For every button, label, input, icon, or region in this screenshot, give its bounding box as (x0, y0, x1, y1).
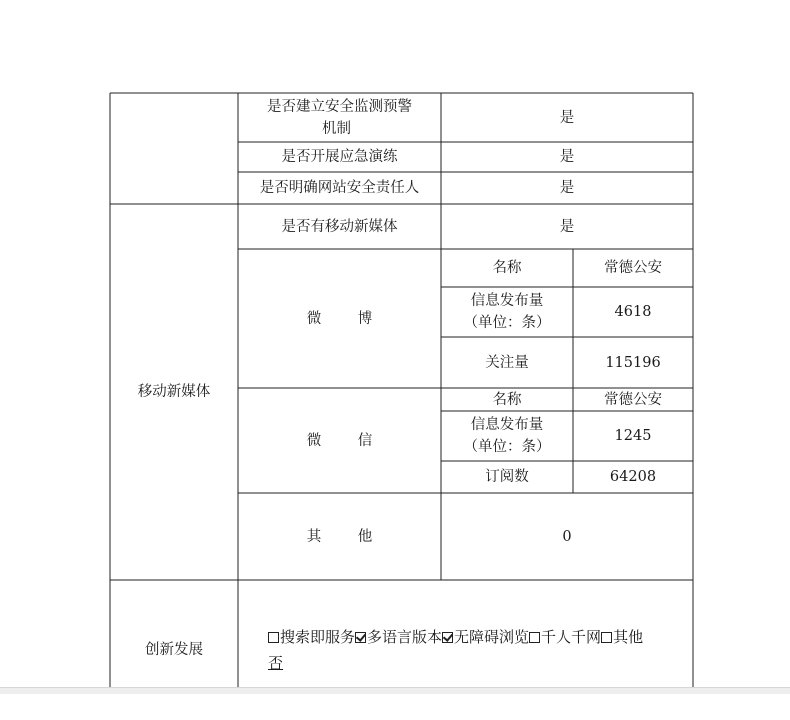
weibo-posts-label (441, 287, 573, 337)
innovation-option-label: 千人千网 (541, 628, 602, 646)
weibo-posts-value: 4618 (614, 304, 652, 320)
innovation-option[interactable] (355, 628, 442, 646)
wechat-name-value: 常德公安 (604, 391, 662, 408)
innovation-option[interactable] (442, 628, 529, 646)
wechat-name-label: 名称 (492, 391, 522, 408)
innovation-option[interactable] (601, 628, 643, 646)
weibo-name-label: 名称 (492, 260, 522, 276)
monitoring-label-line2: 机制 (322, 120, 351, 137)
wechat-subscribers-value: 64208 (609, 469, 657, 485)
drill-label: 是否开展应急演练 (281, 149, 398, 165)
other-media-label: 其 他 (306, 528, 389, 545)
innovation-option-label: 多语言版本 (367, 628, 443, 646)
innovation-option-label: 其他 (613, 628, 644, 646)
weibo-followers-label: 关注量 (485, 354, 529, 371)
weibo-name-value: 常德公安 (604, 260, 662, 276)
wechat-subscribers-label: 订阅数 (485, 469, 529, 485)
monitoring-label-line1: 是否建立安全监测预警 (267, 98, 412, 115)
innovation-option[interactable] (529, 628, 601, 646)
innovation-option[interactable] (268, 628, 355, 646)
weibo-posts-unit: （单位：条） (463, 315, 551, 331)
innovation-option-label: 搜索即服务 (280, 628, 356, 646)
wechat-posts-label (441, 411, 573, 461)
innovation-section-label: 创新发展 (145, 642, 203, 658)
checkbox-icon[interactable] (601, 632, 612, 643)
weibo-posts-label-text: 信息发布量 (470, 293, 544, 309)
weibo-label: 微 博 (306, 310, 389, 327)
checkbox-icon[interactable] (268, 632, 279, 643)
wechat-posts-label-text: 信息发布量 (470, 417, 544, 433)
responsible-label: 是否明确网站安全责任人 (259, 180, 420, 196)
innovation-other-value: 否 (268, 654, 284, 672)
has-mobile-media-label: 是否有移动新媒体 (281, 218, 398, 235)
checked-checkbox-icon[interactable] (355, 632, 366, 643)
wechat-posts-unit: （单位：条） (463, 439, 551, 455)
wechat-label: 微 信 (306, 432, 389, 449)
other-media-value: 0 (562, 528, 572, 545)
weibo-followers-value: 115196 (605, 354, 661, 371)
innovation-option-list (268, 628, 643, 646)
innovation-options (268, 624, 688, 676)
innovation-option-label: 无障碍浏览 (454, 628, 530, 646)
responsible-value: 是 (559, 180, 575, 196)
monitoring-value: 是 (559, 109, 575, 126)
has-mobile-media-value: 是 (559, 218, 575, 235)
wechat-posts-value: 1245 (614, 428, 652, 444)
mobile-media-section-label: 移动新媒体 (137, 384, 211, 400)
drill-value: 是 (559, 149, 575, 165)
checked-checkbox-icon[interactable] (442, 632, 453, 643)
checkbox-icon[interactable] (529, 632, 540, 643)
monitoring-label (238, 93, 441, 142)
